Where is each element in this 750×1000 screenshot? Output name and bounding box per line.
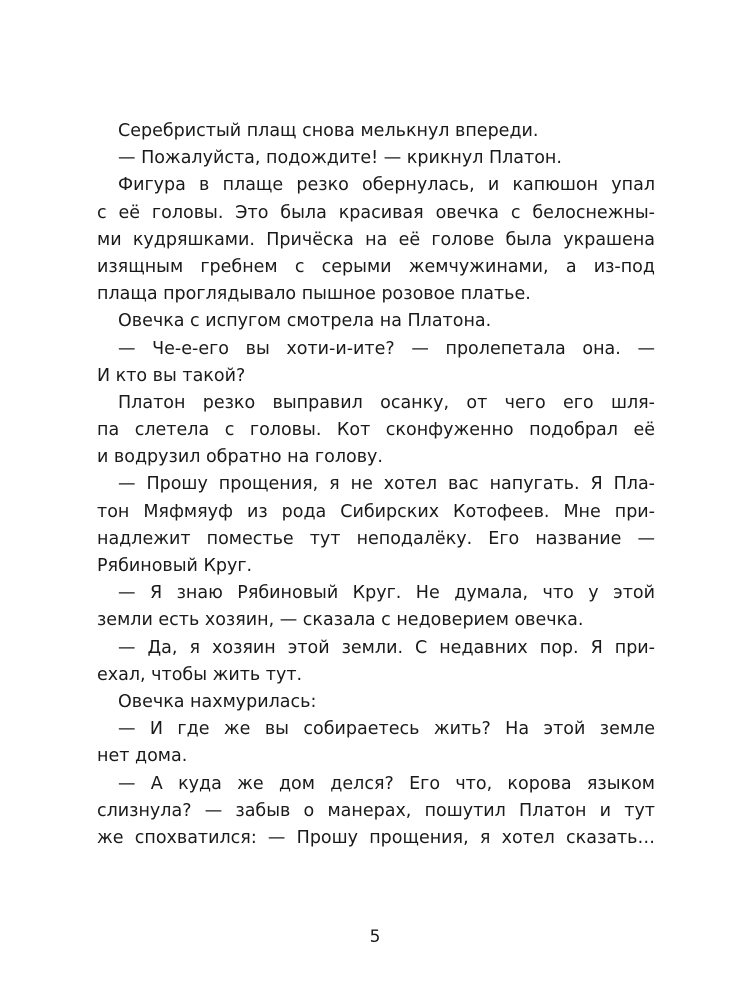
text-line: Платон резко выправил осанку, от чего его шля- xyxy=(118,392,655,413)
text-line: — А куда же дом делся? Его что, корова языком xyxy=(118,773,655,794)
text-line: же спохватился: — Прошу прощения, я хотел сказать… xyxy=(97,827,655,848)
text-line: па слетела с головы. Кот сконфуженно подобрал её xyxy=(97,420,655,441)
text-line: — Прошу прощения, я не хотел вас напугать. Я Пла- xyxy=(118,474,655,495)
body-text xyxy=(97,118,655,852)
text-line: — Да, я хозяин этой земли. С недавних пор. Я при- xyxy=(118,637,655,658)
text-line: изящным гребнем с серыми жемчужинами, а из-под xyxy=(97,256,655,277)
text-line: — Я знаю Рябиновый Круг. Не думала, что у этой xyxy=(118,583,655,604)
page-number: 5 xyxy=(369,927,381,947)
text-line: с её головы. Это была красивая овечка с белоснежны- xyxy=(97,202,655,223)
text-line: слизнула? — забыв о манерах, пошутил Платон и тут xyxy=(97,800,655,821)
text-line: надлежит поместье тут неподалёку. Его название — xyxy=(97,528,655,549)
text-line: земли есть хозяин, — сказала с недоверием овечка. xyxy=(97,610,584,631)
text-line: Овечка нахмурилась: xyxy=(118,691,317,712)
text-line: Рябиновый Круг. xyxy=(97,556,253,576)
text-line: нет дома. xyxy=(97,746,188,767)
text-line: ми кудряшками. Причёска на её голове была украшена xyxy=(97,229,655,250)
text-line: плаща проглядывало пышное розовое платье. xyxy=(97,284,531,305)
text-line: — И где же вы собираетесь жить? На этой земле xyxy=(118,719,655,740)
text-line: Серебристый плащ снова мелькнул впереди. xyxy=(118,121,539,141)
text-line: и водрузил обратно на голову. xyxy=(97,447,383,468)
text-line: ехал, чтобы жить тут. xyxy=(97,664,303,685)
text-line: — Че-е-его вы хоти-и-ите? — пролепетала она. — xyxy=(118,338,655,359)
text-line: И кто вы такой? xyxy=(97,365,246,386)
text-line: Фигура в плаще резко обернулась, и капюшон упал xyxy=(118,175,655,196)
text-line: Овечка с испугом смотрела на Платона. xyxy=(118,311,492,332)
text-line: — Пожалуйста, подождите! — крикнул Платон. xyxy=(118,148,562,169)
text-line: тон Мяфмяуф из рода Сибирских Котофеев. Мне при- xyxy=(97,501,655,522)
